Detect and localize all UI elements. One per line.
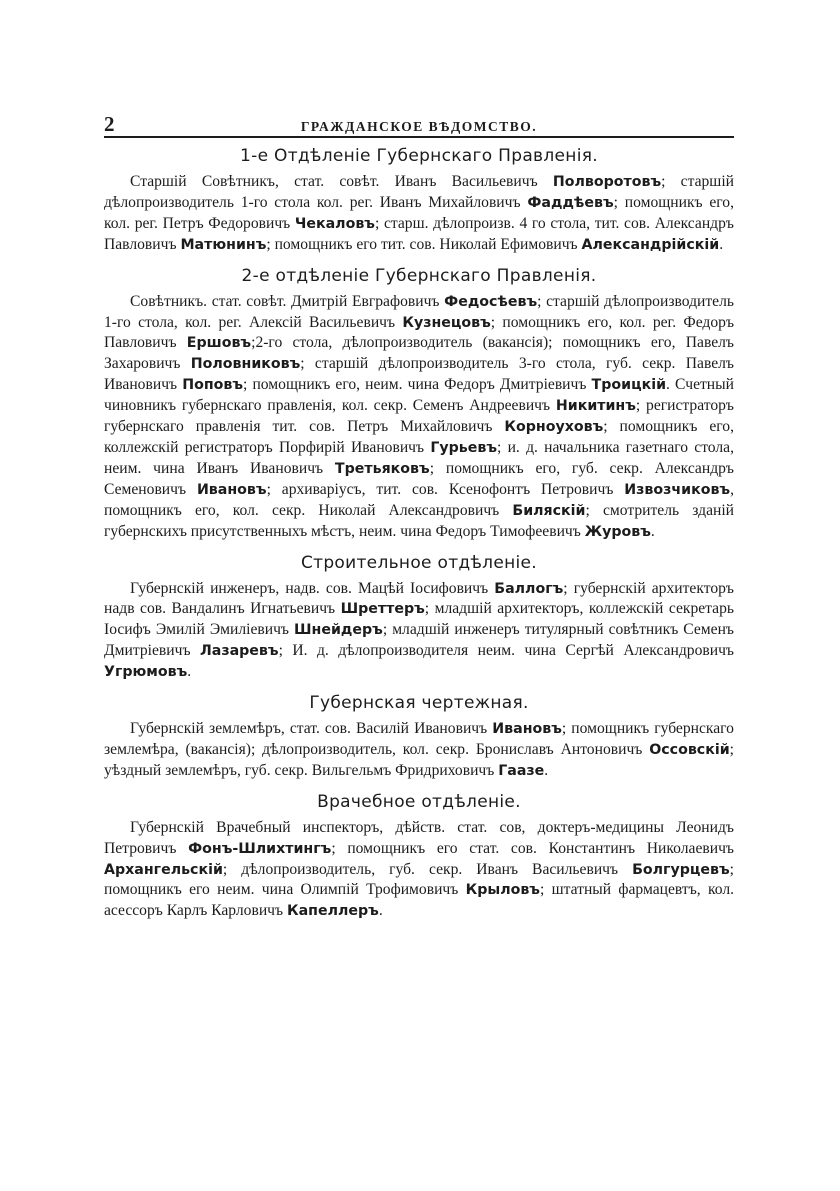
text-run: ; архиваріусъ, тит. сов. Ксенофонтъ Петровичъ xyxy=(266,480,625,498)
text-run: ; И. д. дѣлопроизводителя неим. чина Сергѣй Александровичъ xyxy=(278,642,734,660)
text-run: ; младшій архитекторъ, коллежскій секретарь Іосифъ Эмилій Эмиліевичъ xyxy=(104,600,735,639)
text-run: ; помощникъ его стат. сов. Константинъ Николаевичъ xyxy=(331,839,734,857)
person-surname: Биляскій xyxy=(512,502,586,519)
section-first-department xyxy=(104,146,734,256)
running-header xyxy=(104,112,734,138)
person-surname: Поповъ xyxy=(182,377,244,394)
section-text xyxy=(104,818,734,923)
person-surname: Фаддѣевъ xyxy=(527,194,614,211)
person-surname: Гаазе xyxy=(498,762,545,779)
text-run: ; старшій дѣлопроизводитель 1-го стола, кол. рег. Алексій Васильевичъ xyxy=(104,292,734,331)
section-title: 2-е отдѣленіе Губернскаго Правленія. xyxy=(241,265,597,286)
person-surname: Троицкій xyxy=(591,377,667,394)
section-drafting-office xyxy=(104,693,734,782)
person-surname: Ивановъ xyxy=(492,721,562,738)
text-run: Губернскій Врачебный инспекторъ, дѣйств. стат. сов, доктеръ-медицины Леонидъ Петровичъ xyxy=(104,818,734,857)
person-surname: Ивановъ xyxy=(196,481,267,498)
text-run: ; помощникъ его, коллежскій регистраторъ Порфирій Ивановичъ xyxy=(104,418,734,456)
text-run: . xyxy=(378,902,383,920)
person-surname: Журовъ xyxy=(584,523,651,540)
text-run: . xyxy=(187,663,192,681)
text-run: . xyxy=(650,522,655,540)
person-surname: Третьяковъ xyxy=(334,460,430,477)
text-run: ; помощникъ его, губ. секр. Александръ Семеновичъ xyxy=(104,459,734,498)
person-surname: Крыловъ xyxy=(465,882,540,899)
text-run: , помощникъ его, кол. секр. Николай Александровичъ xyxy=(104,480,734,519)
text-run: ; регистраторъ губернскаго правленія тит. сов. Петръ Михайловичъ xyxy=(104,397,734,436)
person-surname: Матюнинъ xyxy=(180,236,267,253)
text-run: . xyxy=(544,761,549,779)
section-title: 1-е Отдѣленіе Губернскаго Правленія. xyxy=(240,146,598,166)
text-run: ; смотритель зданій губернскихъ присутственныхъ мѣстъ, неим. чина Федоръ Тимофеевичъ xyxy=(104,501,735,540)
text-run: Губернскій землемѣръ, стат. сов. Василій Ивановичъ xyxy=(130,720,493,738)
person-surname: Александрійскій xyxy=(581,236,720,253)
text-run: ; помощникъ его тит. сов. Николай Ефимовичъ xyxy=(266,235,582,253)
text-run: ; помощникъ его, кол. рег. Федоръ Павловичъ xyxy=(104,313,735,352)
person-surname: Корноуховъ xyxy=(504,419,604,436)
person-surname: Чекаловъ xyxy=(294,215,375,232)
person-surname: Фонъ-Шлихтингъ xyxy=(188,840,332,857)
running-title: ГРАЖДАНСКОЕ ВѢДОМСТВО. xyxy=(300,119,538,134)
person-surname: Оссовскій xyxy=(649,741,730,758)
text-run: ; младшій инженеръ титулярный совѣтникъ Семенъ Дмитріевичъ xyxy=(104,621,734,660)
person-surname: Капеллеръ xyxy=(287,903,379,920)
text-run: ; дѣлопроизводитель, губ. секр. Иванъ Васильевичъ xyxy=(222,860,633,878)
text-run: Старшій Совѣтникъ, стат. совѣт. Иванъ Васильевичъ xyxy=(130,173,553,190)
person-surname: Половниковъ xyxy=(190,356,301,373)
text-run: ; уѣздный землемѣръ, губ. секр. Вильгельмъ Фридриховичъ xyxy=(104,740,734,779)
text-run: ; помощникъ губернскаго землемѣра, (вакансія); дѣлопроизводитель, кол. секр. Брониславъ Антоновичъ xyxy=(104,720,734,758)
person-surname: Угрюмовъ xyxy=(104,664,188,681)
person-surname: Лазаревъ xyxy=(199,643,279,660)
person-surname: Гурьевъ xyxy=(430,439,498,456)
person-surname: Шнейдеръ xyxy=(294,622,383,639)
text-run: ; штатный фармацевтъ, кол. асессоръ Карлъ Карловичъ xyxy=(104,881,735,920)
section-title: Губернская чертежная. xyxy=(309,693,529,714)
section-construction-department xyxy=(104,553,734,684)
section-text xyxy=(104,172,734,256)
section-title: Врачебное отдѣленіе. xyxy=(317,791,521,812)
person-surname: Болгурцевъ xyxy=(632,861,730,878)
person-surname: Баллогъ xyxy=(494,580,564,597)
person-surname: Шреттеръ xyxy=(340,601,425,618)
text-run: ; старшій дѣлопроизводитель 1-го стола кол. рег. Иванъ Михайловичъ xyxy=(104,173,734,211)
section-second-department xyxy=(104,266,734,543)
text-run: ; помощникъ его, кол. рег. Петръ Федоровичъ xyxy=(104,193,734,232)
section-medical-department xyxy=(104,792,734,923)
text-run: ; старш. дѣлопроизв. 4 го стола, тит. сов. Александръ Павловичъ xyxy=(104,214,734,253)
person-surname: Ершовъ xyxy=(186,335,252,352)
text-run: ; помощникъ его, неим. чина Федоръ Дмитріевичъ xyxy=(243,376,592,394)
section-text xyxy=(104,579,734,684)
section-title: Строительное отдѣленіе. xyxy=(300,552,538,573)
book-page xyxy=(104,112,734,932)
text-run: . xyxy=(719,235,724,253)
person-surname: Никитинъ xyxy=(555,398,636,415)
person-surname: Извозчиковъ xyxy=(624,481,731,498)
section-text xyxy=(104,292,734,543)
person-surname: Федосѣевъ xyxy=(444,293,538,310)
text-run: ;2-го стола, дѣлопроизводитель (вакансія); помощникъ его, Павелъ Захаровичъ xyxy=(104,334,734,373)
text-run: ; старшій дѣлопроизводитель 3-го стола, губ. секр. Павелъ Ивановичъ xyxy=(104,355,734,394)
text-run: ; губернскій архитекторъ надв сов. Вандалинъ Игнатьевичъ xyxy=(104,579,734,618)
person-surname: Полворотовъ xyxy=(552,174,662,190)
person-surname: Архангельскій xyxy=(104,861,223,878)
person-surname: Кузнецовъ xyxy=(402,314,491,331)
text-run: Совѣтникъ. стат. совѣт. Дмитрій Евграфовичъ xyxy=(130,292,445,310)
page-number: 2 xyxy=(104,112,115,136)
text-run: Губернскій инженеръ, надв. сов. Мацѣй Іосифовичъ xyxy=(130,579,495,597)
text-run: . Счетный чиновникъ губернскаго правленія, кол. секр. Семенъ Андреевичъ xyxy=(104,376,734,415)
section-text xyxy=(104,719,734,782)
text-run: ; и. д. начальника газетнаго стола, неим. чина Иванъ Ивановичъ xyxy=(104,438,735,477)
text-run: ; помощникъ его неим. чина Олимпій Трофимовичъ xyxy=(104,860,734,899)
